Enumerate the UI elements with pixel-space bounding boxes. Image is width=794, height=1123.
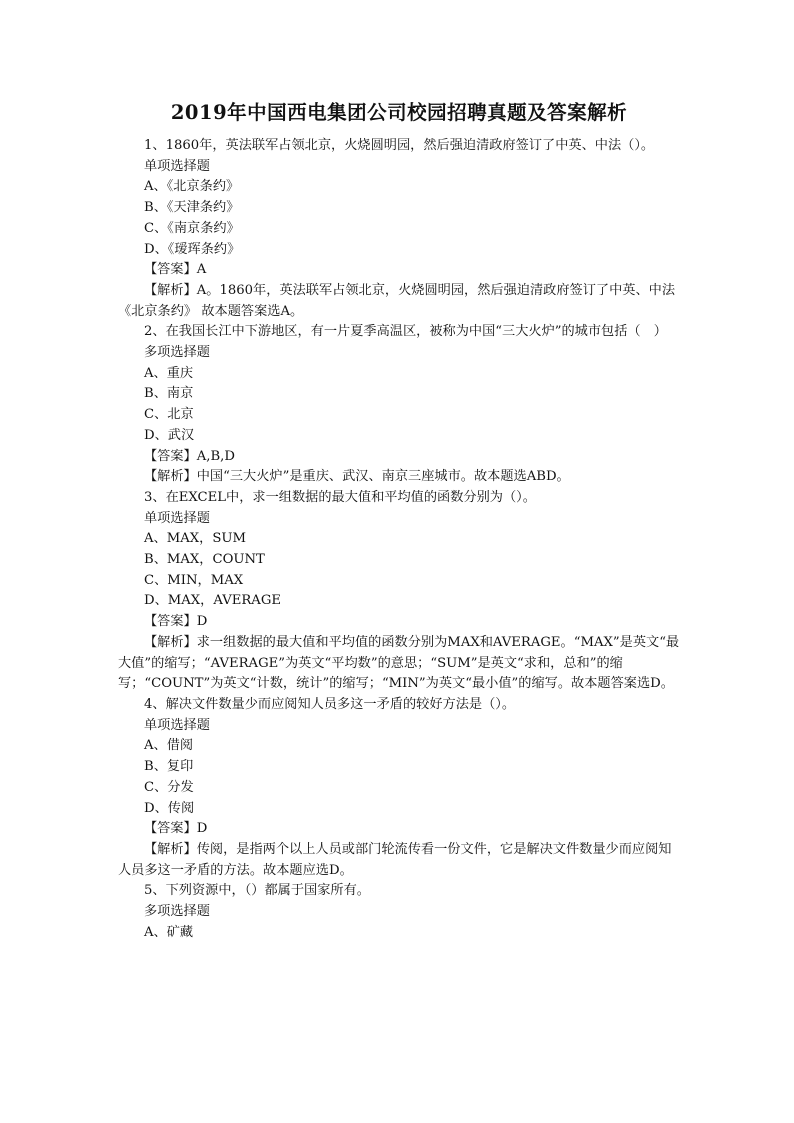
option-b: B、《天津条约》 <box>144 200 240 216</box>
question-stem: 2、在我国长江中下游地区，有一片夏季高温区，被称为中国“三大火炉”的城市包括（ ） <box>144 324 667 340</box>
document-page <box>118 100 680 943</box>
answer: 【答案】D <box>144 614 208 630</box>
page-title: 2019年中国西电集团公司校园招聘真题及答案解析 <box>170 101 628 124</box>
question-type: 多项选择题 <box>144 904 210 920</box>
question-type: 单项选择题 <box>144 158 210 174</box>
option-a: A、《北京条约》 <box>144 179 240 195</box>
question-type: 单项选择题 <box>144 717 210 733</box>
option-d: D、武汉 <box>144 427 195 443</box>
option-a: A、矿藏 <box>144 924 194 940</box>
question-stem: 5、下列资源中，（）都属于国家所有。 <box>144 883 370 899</box>
answer: 【答案】D <box>144 821 208 837</box>
question-stem: 3、在EXCEL中，求一组数据的最大值和平均值的函数分别为（）。 <box>144 489 536 505</box>
option-c: C、MIN，MAX <box>144 572 244 588</box>
option-c: C、《南京条约》 <box>144 220 240 236</box>
option-a: A、MAX，SUM <box>144 531 246 547</box>
analysis: 【解析】A。1860年，英法联军占领北京，火烧圆明园，然后强迫清政府签订了中英、中法《北京条约》 故本题答案选A。 <box>118 282 676 319</box>
question-type: 单项选择题 <box>144 510 210 526</box>
analysis: 【解析】求一组数据的最大值和平均值的函数分别为MAX和AVERAGE。“MAX”是英文“最大值”的缩写；“AVERAGE”为英文“平均数”的意思；“SUM”是英文“求和，总和”的缩写；“COUNT”为英文“计数，统计”的缩写；“MIN”为英文“最小值”的缩写。故本题答案选D。 <box>118 634 680 692</box>
option-a: A、借阅 <box>144 738 194 754</box>
analysis: 【解析】中国“三大火炉”是重庆、武汉、南京三座城市。故本题选ABD。 <box>144 469 570 485</box>
question-1 <box>118 136 680 322</box>
option-c: C、北京 <box>144 407 194 423</box>
question-3 <box>118 488 680 695</box>
question-type: 多项选择题 <box>144 345 210 361</box>
answer: 【答案】A <box>144 262 207 278</box>
question-stem: 4、解决文件数量少而应阅知人员多这一矛盾的较好方法是（）。 <box>144 696 516 712</box>
option-b: B、南京 <box>144 386 194 402</box>
question-2 <box>118 322 680 488</box>
option-c: C、分发 <box>144 779 194 795</box>
option-b: B、MAX，COUNT <box>144 552 265 568</box>
question-4 <box>118 695 680 881</box>
option-d: D、传阅 <box>144 800 195 816</box>
option-d: D、《瑷珲条约》 <box>144 241 241 257</box>
answer: 【答案】A,B,D <box>144 448 235 464</box>
question-stem: 1、1860年，英法联军占领北京，火烧圆明园，然后强迫清政府签订了中英、中法（）。 <box>144 138 655 153</box>
option-a: A、重庆 <box>144 365 194 381</box>
option-b: B、复印 <box>144 759 194 775</box>
option-d: D、MAX，AVERAGE <box>144 593 281 609</box>
question-5 <box>118 881 680 943</box>
analysis: 【解析】传阅，是指两个以上人员或部门轮流传看一份文件，它是解决文件数量少而应阅知人员多这一矛盾的方法。故本题应选D。 <box>118 841 672 878</box>
